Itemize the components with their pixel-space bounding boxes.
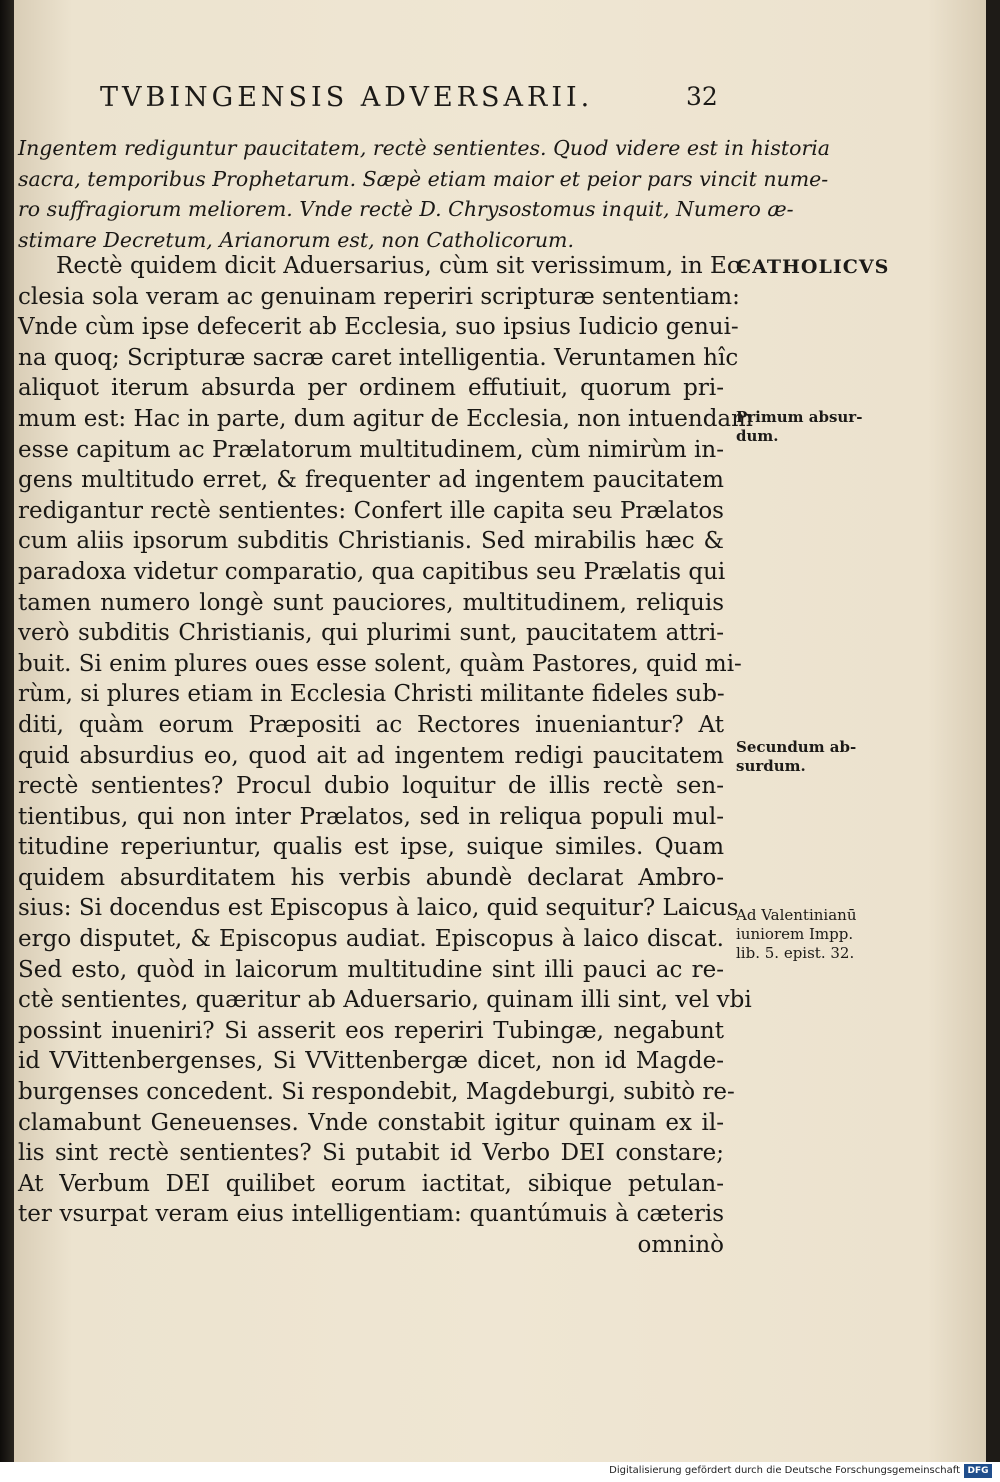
dfg-logo-icon: DFG [964,1464,992,1478]
body-line: redigantur rectè sentientes: Confert ille capita seu Prælatos [18,497,724,524]
body-line: gens multitudo erret, & frequenter ad ingentem paucitatem [18,467,724,494]
margin-note-secundum [736,738,896,776]
body-line: ergo disputet, & Episcopus audiat. Episcopus à laico discat. [18,926,724,953]
body-line: clesia sola veram ac genuinam reperiri scripturæ sententiam: [18,283,740,310]
body-line: clamabunt Geneuenses. Vnde constabit igitur quinam ex il- [18,1109,724,1136]
body-line: id VVittenbergenses, Si VVittenbergæ dicet, non id Magde- [18,1048,724,1075]
margin-note-line: Primum absur- [736,408,863,426]
funding-credit: Digitalisierung gefördert durch die Deutsche Forschungsgemeinschaft [609,1465,960,1476]
body-line: ctè sentientes, quæritur ab Aduersario, quinam illi sint, vel vbi [18,987,752,1014]
body-line: quidem absurditatem his verbis abundè declarat Ambro- [18,864,724,891]
body-text [18,251,753,1261]
body-line: diti, quàm eorum Præpositi ac Rectores inueniantur? At [18,711,724,738]
body-line: na quoq; Scripturæ sacræ caret intelligentia. Veruntamen hîc [18,344,739,371]
body-line: rùm, si plures etiam in Ecclesia Christi militante fideles sub- [18,681,725,708]
scan-right-edge [986,0,1000,1462]
body-line: ter vsurpat veram eius intelligentiam: quantúmuis à cæteris [18,1201,724,1228]
body-line: burgenses concedent. Si respondebit, Magdeburgi, subitò re- [18,1079,735,1106]
italic-line: stimare Decretum, Arianorum est, non Catholicorum. [18,227,574,252]
body-line: buit. Si enim plures oues esse solent, quàm Pastores, quid mi- [18,650,742,677]
margin-note-valentinian [736,906,896,963]
body-line: Rectè quidem dicit Aduersarius, cùm sit verissimum, in Ec- [56,253,748,279]
body-line: sius: Si docendus est Episcopus à laico, quid sequitur? Laicus [18,895,739,922]
body-line: mum est: Hac in parte, dum agitur de Ecclesia, non intuendam [18,405,753,432]
body-line: At Verbum DEI quilibet eorum iactitat, sibique petulan- [18,1170,724,1197]
margin-note-line: dum. [736,427,779,445]
margin-note-line: Secundum ab- [736,738,857,756]
body-line: titudine reperiuntur, qualis est ipse, suique similes. Quam [18,834,724,861]
italic-line: Ingentem rediguntur paucitatem, rectè sentientes. Quod videre est in historia [18,136,831,160]
margin-note-line: lib. 5. epist. 32. [736,944,855,962]
body-line: Vnde cùm ipse defecerit ab Ecclesia, suo ipsius Iudicio genui- [18,314,739,341]
italic-line: sacra, temporibus Prophetarum. Sæpè etiam maior et peior pars vincit nume- [18,166,829,191]
running-head: TVBINGENSIS ADVERSARII. [100,82,594,113]
body-line: possint inueniri? Si asserit eos reperiri Tubingæ, negabunt [18,1017,724,1044]
body-line: esse capitum ac Prælatorum multitudinem, cùm nimirùm in- [18,436,724,463]
body-line: paradoxa videtur comparatio, qua capitibus seu Prælatis qui [18,558,726,585]
margin-note-primum [736,408,896,446]
body-line: verò subditis Christianis, qui plurimi sunt, paucitatem attri- [18,620,724,647]
body-line: quid absurdius eo, quod ait ad ingentem redigi paucitatem [18,742,724,769]
page-number: 32 [686,82,718,111]
body-line: rectè sentientes? Procul dubio loquitur de illis rectè sen- [18,773,724,800]
body-line: tientibus, qui non inter Prælatos, sed in reliqua populi mul- [18,803,724,830]
body-line: tamen numero longè sunt pauciores, multitudinem, reliquis [18,589,724,616]
body-line: cum aliis ipsorum subditis Christianis. Sed mirabilis hæc & [18,528,724,555]
margin-heading-catholicus: CATHOLICVS [736,256,890,278]
catchword: omninò [637,1232,724,1258]
body-line: aliquot iterum absurda per ordinem effutiuit, quorum pri- [18,375,724,402]
margin-note-line: iuniorem Impp. [736,925,854,943]
italic-line: ro suffragiorum meliorem. Vnde rectè D. Chrysostomus inquit, Numero æ- [18,197,794,221]
body-line: Sed esto, quòd in laicorum multitudine sint illi pauci ac re- [18,956,724,983]
margin-note-line: surdum. [736,757,806,775]
book-binding-edge [0,0,14,1462]
body-line: lis sint rectè sentientes? Si putabit id Verbo DEI constare; [18,1140,724,1167]
quoted-adversary-passage [18,133,831,255]
margin-note-line: Ad Valentinianū [736,906,857,924]
